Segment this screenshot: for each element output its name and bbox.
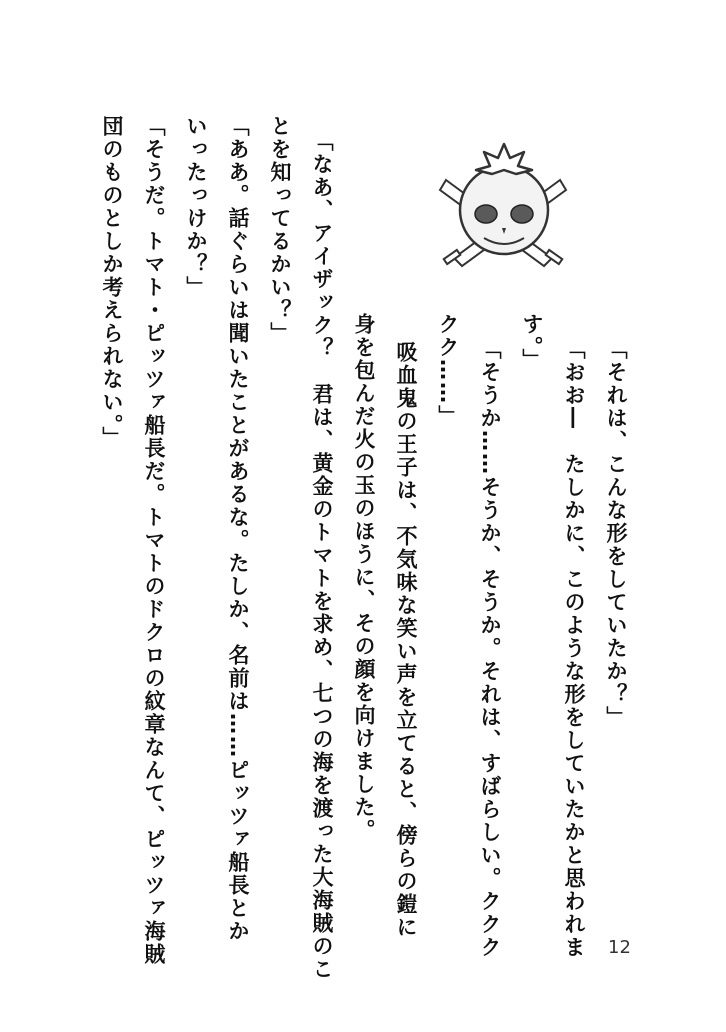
text-column: 団のものとしか考えられない。」: [100, 115, 124, 450]
text-column: いったっけか？」: [184, 115, 208, 299]
text-column: 吸血鬼の王子は、不気味な笑い声を立てると、傍らの鎧に: [394, 318, 418, 939]
text-column: 「そうだ。トマト・ピッツァ船長だ。トマトのドクロの紋章なんて、ピッツァ海賊: [142, 115, 166, 966]
tomato-skull-crossed-swords-icon: [432, 138, 574, 273]
text-column: クク……」: [436, 313, 460, 428]
text-column: 「それは、こんな形をしていたか？」: [604, 338, 628, 729]
text-column: 「ああ。話ぐらいは聞いたことがあるな。たしか、名前は……ピッツァ船長とか: [226, 115, 250, 943]
text-column: 身を包んだ火の玉のほうに、その顔を向けました。: [352, 313, 376, 842]
text-column: とを知ってるかい？」: [268, 115, 292, 345]
text-column: 「なあ、アイザック？ 君は、黄金のトマトを求め、七つの海を渡った大海賊のこ: [310, 130, 334, 981]
text-column: 「そうか……そうか、そうか。それは、すばらしい。ククク: [478, 338, 502, 959]
text-column: す。」: [520, 313, 544, 372]
text-column: 「おお― たしかに、このような形をしていたかと思われま: [562, 338, 586, 959]
page-number: 12: [608, 937, 631, 958]
